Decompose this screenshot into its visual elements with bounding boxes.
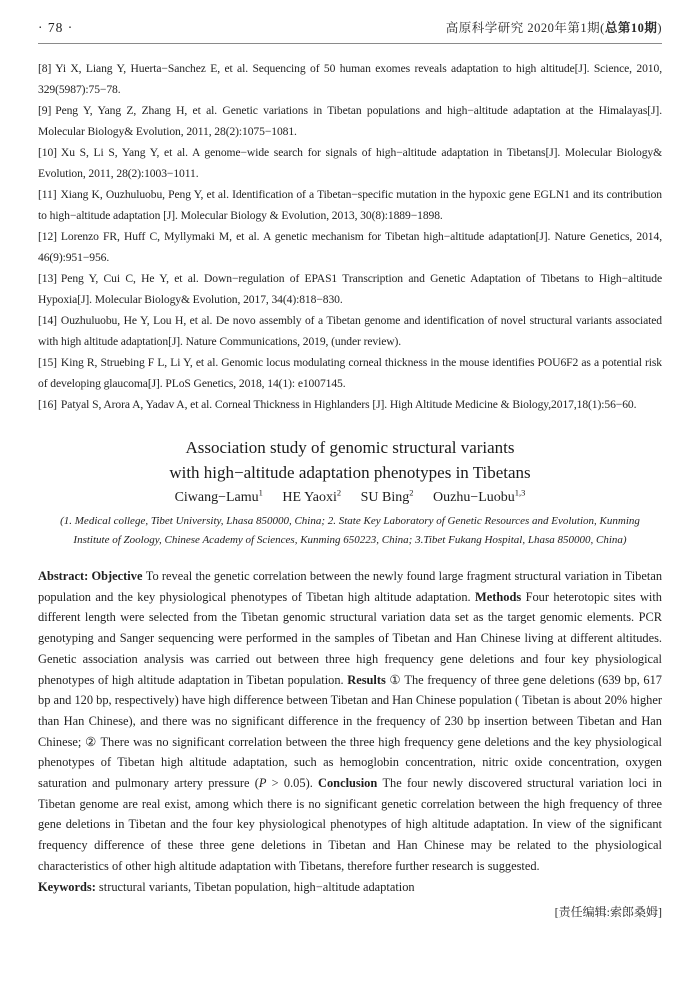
results-label: Results bbox=[347, 672, 390, 687]
reference-label: [16] bbox=[38, 398, 57, 411]
affiliation-line: Institute of Zoology, Chinese Academy of Sciences, Kunming 650223, China; 3.Tibet Fukang Hospital, Lhasa 850000, China) bbox=[73, 533, 627, 546]
keywords-label: Keywords: bbox=[38, 879, 96, 894]
p-value-text: > 0.05). bbox=[266, 776, 319, 791]
author-name: HE Yaoxi bbox=[282, 490, 337, 505]
reference-item bbox=[38, 58, 662, 100]
article-title bbox=[38, 436, 662, 485]
journal-title-text: 高原科学研究 2020年第1期( bbox=[445, 21, 605, 35]
reference-item bbox=[38, 226, 662, 268]
article-title-block bbox=[38, 436, 662, 549]
keywords bbox=[38, 877, 662, 898]
abstract-section bbox=[38, 566, 662, 898]
abstract-paragraph bbox=[38, 566, 662, 877]
article-title-line1: Association study of genomic structural variants bbox=[185, 438, 515, 457]
reference-text: Xu S, Li S, Yang Y, et al. A genome−wide search for signals of high−altitude adaptation in Tibetans[J]. Molecular Biology& Evolution, 2011, 28(2):1003−1011. bbox=[38, 146, 662, 180]
reference-label: [8] bbox=[38, 62, 52, 75]
reference-item bbox=[38, 184, 662, 226]
affiliations bbox=[38, 512, 662, 549]
reference-label: [14] bbox=[38, 314, 57, 327]
reference-text: King R, Struebing F L, Li Y, et al. Genomic locus modulating corneal thickness in the mouse identifies POU6F2 as a potential risk of developing glaucoma[J]. PLoS Genetics, 2018, 14(1): e1007145. bbox=[38, 356, 662, 390]
author-affiliation-marker: 2 bbox=[336, 487, 342, 498]
reference-label: [15] bbox=[38, 356, 57, 369]
journal-issue-bold: 总第10期 bbox=[604, 21, 658, 35]
reference-item bbox=[38, 268, 662, 310]
author bbox=[282, 487, 342, 505]
objective-text: To reveal the genetic correlation between the newly found large fragment structural variation in Tibetan population and the key physiological phenotypes of Tibetan high altitude adaptation. bbox=[38, 569, 663, 604]
reference-item bbox=[38, 100, 662, 142]
conclusion-text: The four newly discovered structural variation loci in Tibetan genome are real exist, among which there is no significant genetic correlation between the high frequency of three gene deletions in Tibetan and the four key physiological phenotypes of high altitude adaptation. In view of the significant frequency difference of these three gene deletions in Tibetan and Han Chinese may be related to the physiological characteristics of other high altitude adaptation with Tibetans, therefore further research is suggested. bbox=[38, 776, 662, 873]
reference-label: [13] bbox=[38, 272, 57, 285]
author bbox=[174, 487, 263, 505]
journal-title bbox=[446, 18, 662, 36]
reference-text: Yi X, Liang Y, Huerta−Sanchez E, et al. Sequencing of 50 human exomes reveals adaptation to high altitude[J]. Science, 2010, 329(5987):75−78. bbox=[38, 62, 662, 96]
reference-text: Patyal S, Arora A, Yadav A, et al. Corneal Thickness in Highlanders [J]. High Altitude Medicine & Biology,2017,18(1):56−60. bbox=[60, 398, 637, 411]
author-affiliation-marker: 1 bbox=[258, 487, 263, 498]
reference-text: Ouzhuluobu, He Y, Lou H, et al. De novo assembly of a Tibetan genome and identification of novel structural variants associated with high altitude adaptation[J]. Nature Communications, 2019, (under review). bbox=[38, 314, 662, 348]
abstract-label: Abstract: bbox=[38, 569, 92, 583]
reference-text: Peng Y, Yang Z, Zhang H, et al. Genetic variations in Tibetan populations and high−altitude adaptation at the Himalayas[J]. Molecular Biology& Evolution, 2011, 28(2):1075−1081. bbox=[38, 104, 662, 138]
reference-label: [10] bbox=[38, 146, 57, 159]
author-affiliation-marker: 2 bbox=[409, 487, 414, 498]
reference-label: [9] bbox=[38, 104, 52, 117]
author-name: SU Bing bbox=[360, 490, 410, 505]
objective-label: Objective bbox=[91, 569, 146, 583]
article-title-line2: with high−altitude adaptation phenotypes in Tibetans bbox=[169, 462, 531, 482]
references-list bbox=[38, 58, 662, 415]
author bbox=[360, 487, 414, 505]
reference-item bbox=[38, 352, 662, 394]
methods-text: Four heterotopic sites with different length were selected from the Tibetan genomic structural variation data set as the target genomic elements. PCR genotyping and Sanger sequencing were performed in the samples of Tibetan and Han Chinese living at different altitudes. Genetic association analysis was carried out between three high frequency gene deletions and four key physiological phenotypes of high altitude adaptation in Tibetan population. bbox=[38, 589, 662, 687]
keywords-text: structural variants, Tibetan population, high−altitude adaptation bbox=[95, 879, 415, 894]
results-text: ① The frequency of three gene deletions (639 bp, 617 bp and 120 bp, respectively) have high difference between Tibetan and Han Chinese population ( Tibetan is about 20% higher than Han Chinese), and there was no significant difference in the frequency of 230 bp insertion between Tibetan and Han Chinese; ② There was no significant correlation between the three high frequency gene deletions and the key physiological phenotypes of Tibetan high altitude adaptation, such as hemoglobin concentration, nitric oxide concentration, oxygen saturation and pulmonary artery pressure ( bbox=[38, 672, 662, 791]
header-divider bbox=[38, 43, 662, 44]
reference-label: [11] bbox=[38, 188, 57, 201]
reference-text: Xiang K, Ouzhuluobu, Peng Y, et al. Identification of a Tibetan−specific mutation in the hypoxic gene EGLN1 and its contribution to high−altitude adaptation [J]. Molecular Biology & Evolution, 2013, 30(8):1889−1898. bbox=[38, 188, 662, 222]
reference-text: Peng Y, Cui C, He Y, et al. Down−regulation of EPAS1 Transcription and Genetic Adaptation of Tibetans to High−altitude Hypoxia[J]. Molecular Biology& Evolution, 2017, 34(4):818−830. bbox=[38, 272, 662, 306]
reference-text: Lorenzo FR, Huff C, Myllymaki M, et al. A genetic mechanism for Tibetan high−altitude adaptation[J]. Nature Genetics, 2014, 46(9):951−956. bbox=[38, 230, 662, 264]
author-affiliation-marker: 1,3 bbox=[514, 487, 526, 498]
conclusion-label: Conclusion bbox=[318, 776, 383, 791]
author bbox=[433, 487, 526, 505]
authors bbox=[38, 487, 662, 506]
page-number: · 78 · bbox=[38, 20, 74, 35]
reference-item bbox=[38, 394, 662, 415]
p-value-symbol: P bbox=[258, 776, 267, 791]
editor-note: [责任编辑:索郎桑姆] bbox=[554, 904, 662, 919]
reference-item bbox=[38, 142, 662, 184]
reference-item bbox=[38, 310, 662, 352]
reference-label: [12] bbox=[38, 230, 57, 243]
journal-title-close: ) bbox=[657, 21, 662, 35]
page-header bbox=[38, 18, 662, 36]
author-name: Ciwang−Lamu bbox=[174, 490, 259, 505]
methods-label: Methods bbox=[475, 589, 526, 604]
affiliation-line: (1. Medical college, Tibet University, Lhasa 850000, China; 2. State Key Laboratory of Genetic Resources and Evolution, Kunming bbox=[60, 515, 640, 527]
author-name: Ouzhu−Luobu bbox=[433, 490, 515, 505]
